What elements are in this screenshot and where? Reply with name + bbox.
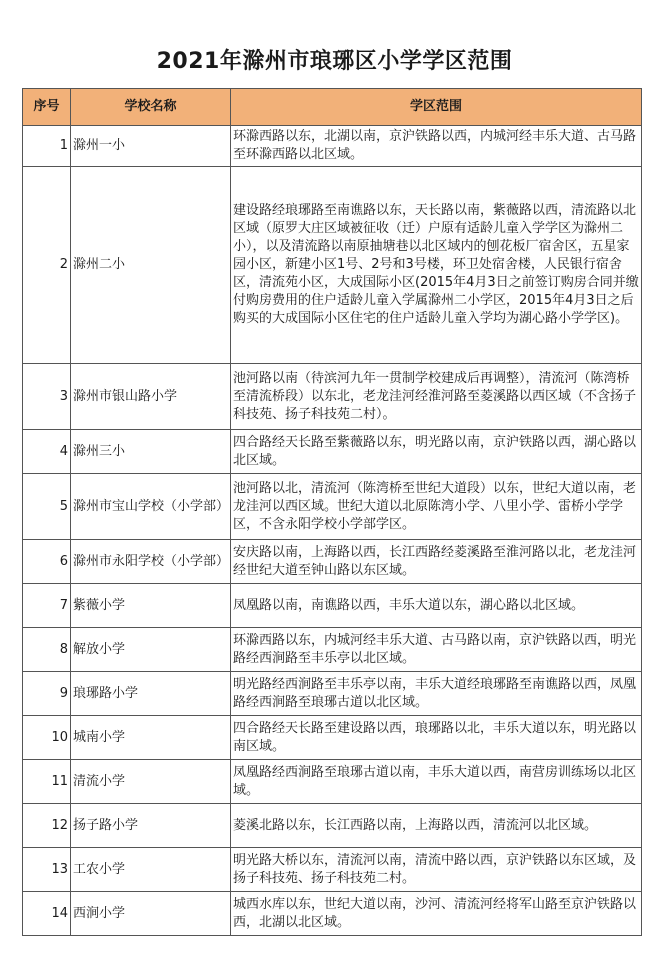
table-row — [23, 540, 642, 584]
school-name: 紫薇小学 — [71, 584, 231, 628]
row-number: 3 — [23, 364, 71, 430]
school-name: 滁州市银山路小学 — [71, 364, 231, 430]
school-name: 城南小学 — [71, 716, 231, 760]
table-row — [23, 892, 642, 936]
district-area: 环滁西路以东，内城河经丰乐大道、古马路以南，京沪铁路以西，明光路经西涧路至丰乐亭以北区域。 — [231, 628, 642, 672]
row-number: 14 — [23, 892, 71, 936]
table-row — [23, 628, 642, 672]
header-school-name: 学校名称 — [71, 89, 231, 126]
district-area: 明光路经西涧路至丰乐亭以南，丰乐大道经琅琊路至南谯路以西，凤凰路经西涧路至琅琊古道以北区域。 — [231, 672, 642, 716]
row-number: 7 — [23, 584, 71, 628]
school-name: 扬子路小学 — [71, 804, 231, 848]
row-number: 8 — [23, 628, 71, 672]
school-name: 滁州市永阳学校（小学部） — [71, 540, 231, 584]
table-header-row — [23, 89, 642, 126]
header-district-area: 学区范围 — [231, 89, 642, 126]
school-name: 滁州三小 — [71, 430, 231, 474]
district-area: 凤凰路经西涧路至琅琊古道以南，丰乐大道以西，南营房训练场以北区域。 — [231, 760, 642, 804]
row-number: 4 — [23, 430, 71, 474]
page-title: 2021年滁州市琅琊区小学学区范围 — [156, 49, 513, 74]
school-name: 西涧小学 — [71, 892, 231, 936]
table-row — [23, 716, 642, 760]
row-number: 12 — [23, 804, 71, 848]
row-number: 5 — [23, 474, 71, 540]
table-row — [23, 364, 642, 430]
table-row — [23, 430, 642, 474]
table-row — [23, 474, 642, 540]
district-area: 凤凰路以南，南谯路以西，丰乐大道以东，湖心路以北区域。 — [231, 584, 642, 628]
row-number: 13 — [23, 848, 71, 892]
table-row — [23, 126, 642, 167]
district-area: 菱溪北路以东，长江西路以南，上海路以西，清流河以北区域。 — [231, 804, 642, 848]
school-name: 滁州二小 — [71, 167, 231, 364]
school-name: 滁州一小 — [71, 126, 231, 167]
district-area: 池河路以南（待滨河九年一贯制学校建成后再调整），清流河（陈湾桥至清流桥段）以东北，老龙洼河经淮河路至菱溪路以西区域（不含扬子科技苑、扬子科技苑二村）。 — [231, 364, 642, 430]
table-row — [23, 584, 642, 628]
row-number: 9 — [23, 672, 71, 716]
district-area: 明光路大桥以东，清流河以南，清流中路以西，京沪铁路以东区域，及扬子科技苑、扬子科技苑二村。 — [231, 848, 642, 892]
row-number: 6 — [23, 540, 71, 584]
table-row — [23, 167, 642, 364]
school-name: 滁州市宝山学校（小学部） — [71, 474, 231, 540]
row-number: 10 — [23, 716, 71, 760]
row-number: 11 — [23, 760, 71, 804]
table-row — [23, 672, 642, 716]
table-row — [23, 804, 642, 848]
district-area: 池河路以北，清流河（陈湾桥至世纪大道段）以东，世纪大道以南，老龙洼河以西区域。世纪大道以北原陈湾小学、八里小学、雷桥小学学区，不含永阳学校小学部学区。 — [231, 474, 642, 540]
school-name: 解放小学 — [71, 628, 231, 672]
district-area: 城西水库以东，世纪大道以南，沙河、清流河经将军山路至京沪铁路以西，北湖以北区域。 — [231, 892, 642, 936]
district-area: 安庆路以南，上海路以西，长江西路经菱溪路至淮河路以北，老龙洼河经世纪大道至钟山路以东区域。 — [231, 540, 642, 584]
school-district-table — [22, 88, 642, 936]
row-number: 1 — [23, 126, 71, 167]
row-number: 2 — [23, 167, 71, 364]
table-row — [23, 848, 642, 892]
district-area: 建设路经琅琊路至南谯路以东，天长路以南，紫薇路以西，清流路以北区域（原罗大庄区域被征收（迁）户原有适龄儿童入学学区为滁州二小），以及清流路以南原抽塘巷以北区域内的刨花板厂宿舍区，五星家园小区，新建小区1号、2号和3号楼，环卫处宿舍楼，人民银行宿舍区，清流苑小区，大成国际小区(2015年4月3日之前签订购房合同并缴付购房费用的住户适龄儿童入学属滁州二小学区，2015年4月3日之后购买的大成国际小区住宅的住户适龄儿童入学均为湖心路小学学区)。 — [231, 167, 642, 364]
district-area: 四合路经天长路至紫薇路以东，明光路以南，京沪铁路以西，湖心路以北区域。 — [231, 430, 642, 474]
district-area: 四合路经天长路至建设路以西，琅琊路以北，丰乐大道以东，明光路以南区域。 — [231, 716, 642, 760]
table-row — [23, 760, 642, 804]
school-name: 工农小学 — [71, 848, 231, 892]
header-number: 序号 — [23, 89, 71, 126]
district-area: 环滁西路以东，北湖以南，京沪铁路以西，内城河经丰乐大道、古马路至环滁西路以北区域。 — [231, 126, 642, 167]
school-name: 琅琊路小学 — [71, 672, 231, 716]
school-name: 清流小学 — [71, 760, 231, 804]
